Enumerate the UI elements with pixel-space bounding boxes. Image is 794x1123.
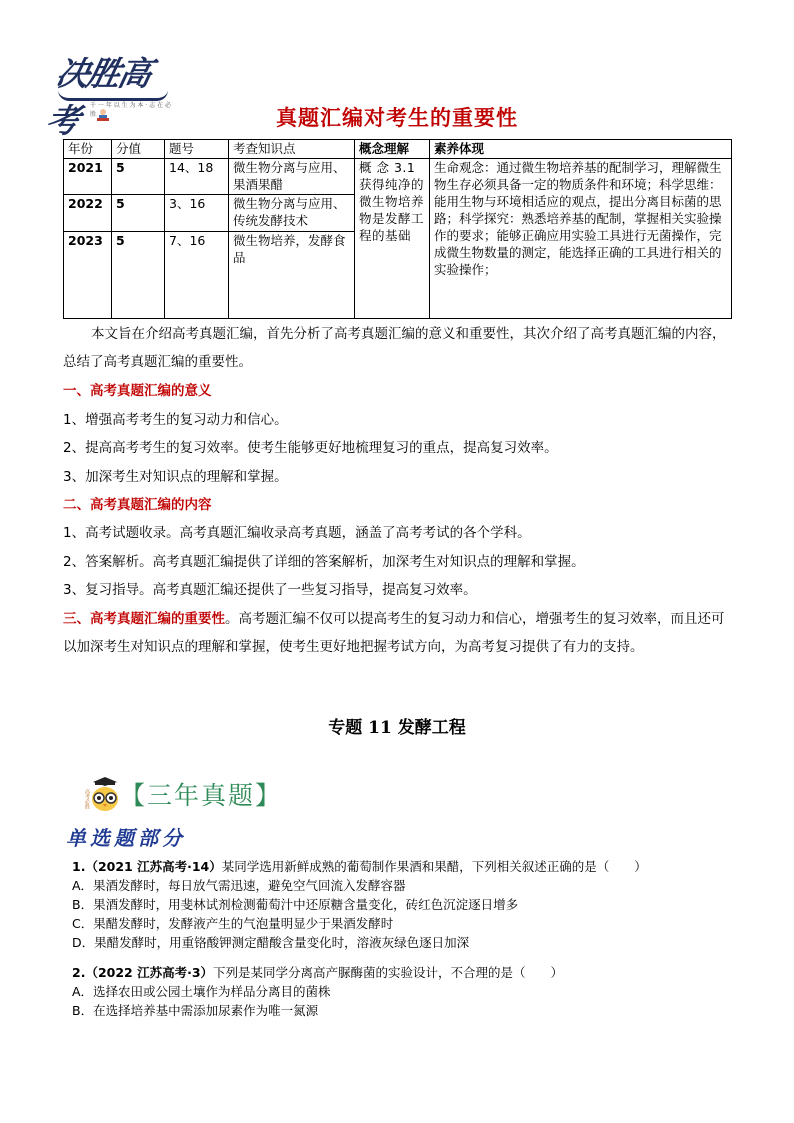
section-2-item: 1、高考试题收录。高考真题汇编收录高考真题，涵盖了高考考试的各个学科。	[63, 525, 531, 541]
option-b: B．果酒发酵时，用斐林试剂检测葡萄汁中还原糖含量变化，砖红色沉淀逐日增多	[72, 897, 519, 912]
section-1-item: 2、提高高考考生的复习效率。使考生能够更好地梳理复习的重点，提高复习效率。	[63, 440, 558, 456]
header-score: 分值	[112, 140, 165, 159]
cell-literacy: 生命观念：通过微生物培养基的配制学习，理解微生物生存必须具备一定的物质条件和环境；科学思维：能用生物与环境相适应的观点，提出分离目标菌的思路；科学探究：熟悉培养基的配制，掌握相关实验操作的要求；能够正确应用实验工具进行无菌操作，完成微生物数量的测定，能选择正确的工具进行相关的实验操作；	[430, 159, 732, 319]
exam-overview-table	[63, 139, 732, 319]
section-3-paragraph	[63, 605, 733, 661]
option-a: A．选择农田或公园土壤作为样品分离目的菌株	[72, 984, 331, 999]
section-2-item: 2、答案解析。高考真题汇编提供了详细的答案解析，加深考生对知识点的理解和掌握。	[63, 554, 585, 570]
cell-knowledge-point: 微生物分离与应用、果酒果醋	[229, 159, 355, 195]
header-question-no: 题号	[165, 140, 229, 159]
table-row	[64, 159, 732, 195]
question-source: 2.（2022 江苏高考·3）	[72, 965, 214, 980]
header-literacy: 素养体现	[430, 140, 732, 159]
cell-year: 2023	[64, 232, 112, 319]
header-concept: 概念理解	[355, 140, 430, 159]
cell-year: 2022	[64, 195, 112, 232]
cell-question-no: 3、16	[165, 195, 229, 232]
topic-title: 专题 11 发酵工程	[328, 718, 466, 738]
cell-question-no: 14、18	[165, 159, 229, 195]
section-1-item: 3、加深考生对知识点的理解和掌握。	[63, 469, 288, 485]
cell-score: 5	[112, 195, 165, 232]
question-stem: 某同学选用新鲜成熟的葡萄制作果酒和果醋，下列相关叙述正确的是（ ）	[221, 859, 647, 874]
header-knowledge-point: 考查知识点	[229, 140, 355, 159]
cell-question-no: 7、16	[165, 232, 229, 319]
cell-knowledge-point: 微生物培养，发酵食品	[229, 232, 355, 319]
owl-label: 高考必胜	[84, 789, 90, 809]
logo-subtitle: 千 一 年 以 生 为 本 · 志 在 必 胜	[90, 102, 171, 118]
cell-year: 2021	[64, 159, 112, 195]
option-d: D．果醋发酵时，用重铬酸钾测定醋酸含量变化时，溶液灰绿色逐日加深	[72, 935, 470, 950]
cell-score: 5	[112, 159, 165, 195]
section-2-title: 二、高考真题汇编的内容	[63, 497, 212, 513]
section-1-item: 1、增强高考考生的复习动力和信心。	[63, 412, 288, 428]
table-header-row	[64, 140, 732, 159]
section-2-item: 3、复习指导。高考真题汇编还提供了一些复习指导，提高复习效率。	[63, 582, 477, 598]
owl-mascot-icon	[86, 777, 120, 817]
cell-score: 5	[112, 232, 165, 319]
intro-paragraph: 本文旨在介绍高考真题汇编，首先分析了高考真题汇编的意义和重要性，其次介绍了高考真题汇编的内容，总结了高考真题汇编的重要性。	[63, 326, 726, 370]
cell-concept: 概 念 3.1 获得纯净的微生物培养物是发酵工程的基础	[355, 159, 430, 319]
question-1	[72, 857, 752, 952]
question-source: 1.（2021 江苏高考·14）	[72, 859, 222, 874]
option-a: A．果酒发酵时，每日放气需迅速，避免空气回流入发酵容器	[72, 878, 406, 893]
section-1-title: 一、高考真题汇编的意义	[63, 383, 212, 399]
logo-text: 决胜高考	[42, 54, 154, 140]
section-3-text: 。高考题汇编不仅可以提高考生的复习动力和信心，增强考生的复习效率，而且还可以加深考生对知识点的理解和掌握，使考生更好地把握考试方向，为高考复习提供了有力的支持。	[63, 611, 725, 655]
option-c: C．果醋发酵时，发酵液产生的气泡量明显少于果酒发酵时	[72, 916, 394, 931]
cell-knowledge-point: 微生物分离与应用、传统发酵技术	[229, 195, 355, 232]
single-choice-heading: 单选题部分	[66, 826, 186, 850]
header-year: 年份	[64, 140, 112, 159]
page-main-title: 真题汇编对考生的重要性	[276, 106, 518, 130]
question-2	[72, 963, 752, 1020]
section-3-title: 三、高考真题汇编的重要性	[63, 611, 225, 627]
question-stem: 下列是某同学分离高产脲酶菌的实验设计，不合理的是（ ）	[213, 965, 564, 980]
option-b: B．在选择培养基中需添加尿素作为唯一氮源	[72, 1003, 319, 1018]
three-year-exam-heading: 【三年真题】	[120, 781, 283, 810]
